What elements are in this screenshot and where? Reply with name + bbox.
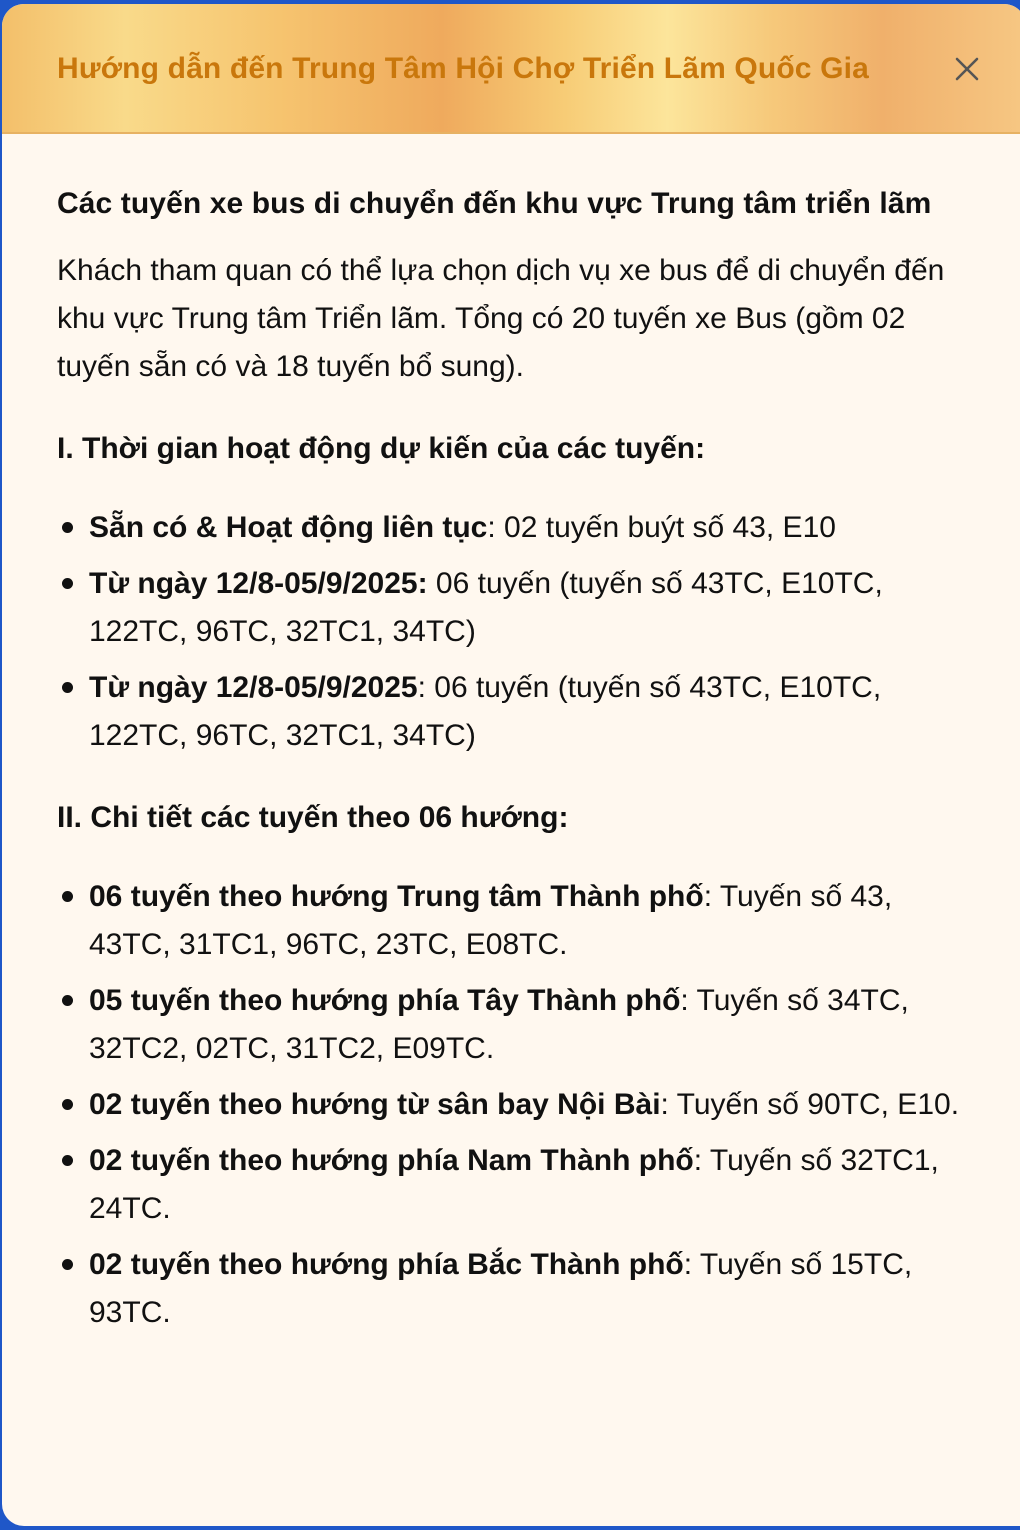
modal-body: [57, 180, 977, 1345]
list-item: [89, 1241, 979, 1337]
list-item-bold: 02 tuyến theo hướng từ sân bay Nội Bài: [89, 1088, 661, 1121]
directions-list: [57, 873, 977, 1337]
schedule-heading: I. Thời gian hoạt động dự kiến của các tuyến:: [57, 432, 706, 465]
list-item-bold: Sẵn có & Hoạt động liên tục: [89, 511, 488, 544]
list-item-text: : 02 tuyến buýt số 43, E10: [487, 511, 836, 544]
list-item-text: : Tuyến số 32TC1, 24TC.: [89, 1144, 939, 1225]
directions-heading: II. Chi tiết các tuyến theo 06 hướng:: [57, 801, 569, 834]
list-item: [89, 504, 979, 552]
list-item-text: : 06 tuyến (tuyến số 43TC, E10TC, 122TC, 96TC, 32TC1, 34TC): [89, 671, 882, 752]
section-title: Các tuyến xe bus di chuyển đến khu vực Trung tâm triển lãm: [57, 187, 932, 220]
list-item: [89, 873, 979, 969]
intro-paragraph: Khách tham quan có thể lựa chọn dịch vụ xe bus để di chuyển đến khu vực Trung tâm Triển lãm. Tổng có 20 tuyến xe Bus (gồm 02 tuyến sẵn có và 18 tuyến bổ sung).: [57, 254, 945, 383]
list-item-text: : Tuyến số 90TC, E10.: [660, 1088, 960, 1121]
list-item: [89, 977, 979, 1073]
close-icon: [954, 56, 980, 82]
list-item-bold: Từ ngày 12/8-05/9/2025:: [89, 567, 428, 600]
bus-guide-modal: [2, 4, 1020, 1526]
list-item-bold: 05 tuyến theo hướng phía Tây Thành phố: [89, 984, 681, 1017]
list-item: [89, 664, 979, 760]
list-item-text: : Tuyến số 43, 43TC, 31TC1, 96TC, 23TC, E08TC.: [89, 880, 893, 961]
schedule-list: [57, 504, 977, 760]
list-item: [89, 1137, 979, 1233]
list-item-bold: 02 tuyến theo hướng phía Bắc Thành phố: [89, 1248, 684, 1281]
list-item: [89, 560, 979, 656]
modal-header: [2, 4, 1020, 134]
close-button[interactable]: [946, 48, 988, 90]
list-item-text: : Tuyến số 15TC, 93TC.: [89, 1248, 913, 1329]
list-item-text: 06 tuyến (tuyến số 43TC, E10TC, 122TC, 96TC, 32TC1, 34TC): [89, 567, 883, 648]
list-item-bold: Từ ngày 12/8-05/9/2025: [89, 671, 418, 704]
list-item: [89, 1081, 979, 1129]
list-item-text: : Tuyến số 34TC, 32TC2, 02TC, 31TC2, E09TC.: [89, 984, 909, 1065]
list-item-bold: 02 tuyến theo hướng phía Nam Thành phố: [89, 1144, 694, 1177]
list-item-bold: 06 tuyến theo hướng Trung tâm Thành phố: [89, 880, 704, 913]
modal-title: Hướng dẫn đến Trung Tâm Hội Chợ Triển Lãm Quốc Gia: [57, 52, 869, 85]
